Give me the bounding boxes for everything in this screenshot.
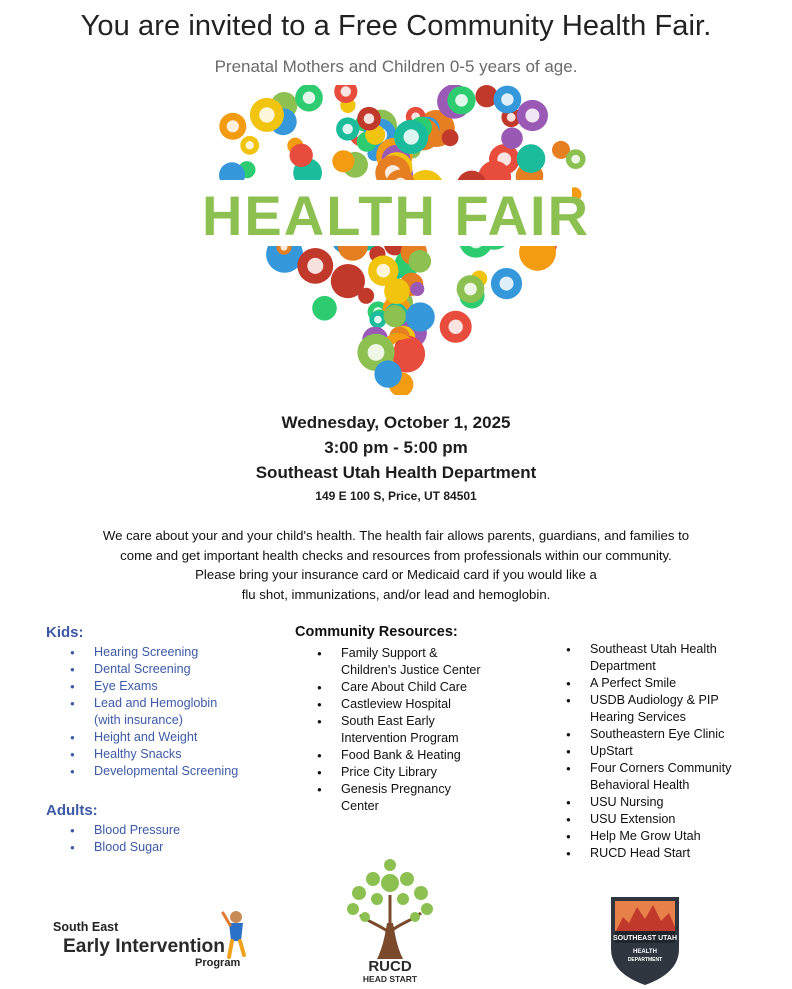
- list-item-line: Price City Library: [341, 765, 437, 779]
- bubble-icon: [464, 283, 477, 296]
- list-item: ● Hearing Screening: [70, 644, 270, 661]
- heart-bubble: [384, 305, 406, 327]
- bubble-icon: [246, 141, 254, 149]
- bubble-icon: [343, 124, 353, 134]
- list-item-line: Department: [590, 659, 656, 673]
- bubble-icon: [525, 109, 539, 123]
- bubble-icon: [307, 258, 323, 274]
- bubble-icon: [507, 113, 516, 122]
- list-item: [566, 675, 766, 692]
- adults-heading: Adults:: [46, 802, 98, 819]
- list-item: [70, 695, 270, 729]
- bubble-icon: [500, 277, 514, 291]
- list-item-line: Intervention Program: [341, 731, 459, 745]
- bubble-icon: [259, 107, 274, 122]
- list-item: [317, 679, 517, 696]
- list-item-line: Four Corners Community: [590, 761, 732, 775]
- bubble-icon: [455, 94, 468, 107]
- list-item-line: Castleview Hospital: [341, 697, 451, 711]
- list-item-line: Southeastern Eye Clinic: [590, 727, 725, 741]
- list-item-line: USU Nursing: [590, 795, 664, 809]
- rucd-logo-subtitle: HEAD START: [362, 974, 418, 984]
- intro-line: flu shot, immunizations, and/or lead and hemoglobin.: [241, 586, 551, 602]
- list-item-line: Family Support &: [341, 646, 438, 660]
- list-item: [566, 726, 766, 743]
- bubble-icon: [374, 316, 382, 324]
- list-item-line: USDB Audiology & PIP: [590, 693, 719, 707]
- list-item: [317, 645, 517, 679]
- bubble-icon: [404, 129, 419, 144]
- list-item-line: Genesis Pregnancy: [341, 782, 451, 796]
- list-item: [566, 692, 766, 726]
- list-item: [317, 713, 517, 747]
- list-item: [566, 760, 766, 794]
- intro-line: We care about your and your child's health. The health fair allows parents, guardians, and families to: [102, 528, 690, 543]
- list-item: [317, 747, 517, 764]
- list-item-line: Southeast Utah Health: [590, 642, 717, 656]
- community-resources-list-1: [317, 645, 517, 815]
- seuhd-logo-line1: SOUTHEAST UTAH: [612, 935, 678, 942]
- sei-logo-line1: South East: [53, 920, 119, 934]
- bubble-icon: [227, 120, 239, 132]
- heart-bubble: [442, 129, 459, 146]
- list-item: [317, 696, 517, 713]
- south-east-early-intervention-logo: [45, 905, 255, 975]
- seuhd-logo-line2: HEALTH: [633, 949, 657, 955]
- list-item-line: Food Bank & Heating: [341, 748, 461, 762]
- bubble-icon: [368, 344, 385, 361]
- list-item: ● Eye Exams: [70, 678, 270, 695]
- list-item: ● Height and Weight: [70, 729, 270, 746]
- list-item-line: Children's Justice Center: [341, 663, 481, 677]
- kids-list: [70, 644, 270, 780]
- list-item-line: Care About Child Care: [341, 680, 468, 694]
- bubble-icon: [303, 92, 315, 104]
- list-item: [566, 641, 766, 675]
- southeast-utah-health-department-logo: [605, 887, 685, 987]
- heart-bubble: [331, 264, 365, 298]
- health-fair-heart-graphic: [200, 85, 592, 395]
- list-item-line: Behavioral Health: [590, 778, 690, 792]
- list-item-line: UpStart: [590, 744, 633, 758]
- sei-logo-line2: Early Intervention: [63, 936, 225, 957]
- list-item-line: Help Me Grow Utah: [590, 829, 701, 843]
- rucd-head-start-logo: [335, 855, 445, 985]
- list-item-line: Hearing Services: [590, 710, 686, 724]
- list-item: ● Blood Sugar: [70, 839, 270, 856]
- community-resources-heading: Community Resources:: [295, 624, 458, 640]
- list-item-line: South East Early: [341, 714, 435, 728]
- bubble-icon: [364, 113, 375, 124]
- list-item: [566, 743, 766, 760]
- list-item: [566, 845, 766, 862]
- list-item-line: Lead and Hemoglobin: [94, 696, 218, 710]
- seuhd-logo-line3: DEPARTMENT: [627, 957, 663, 963]
- list-item: ● Dental Screening: [70, 661, 270, 678]
- kids-heading: Kids:: [46, 624, 84, 641]
- list-item: [566, 828, 766, 845]
- list-item: ● Blood Pressure: [70, 822, 270, 839]
- child-figure-icon: [223, 911, 244, 957]
- heart-bubble: [501, 127, 523, 149]
- bubble-icon: [449, 320, 463, 334]
- event-address: 149 E 100 S, Price, UT 84501: [315, 489, 477, 503]
- intro-line: Please bring your insurance card or Medicaid card if you would like a: [195, 567, 597, 582]
- banner-text: HEALTH FAIR: [201, 184, 591, 247]
- heart-bubble: [290, 144, 313, 167]
- list-item-line: USU Extension: [590, 812, 676, 826]
- bubble-icon: [377, 264, 391, 278]
- sei-logo-line3: Program: [195, 957, 241, 969]
- page-title: You are invited to a Free Community Health Fair.: [80, 10, 712, 42]
- heart-bubble: [409, 250, 432, 273]
- heart-bubble: [406, 302, 435, 331]
- heart-bubble: [312, 296, 337, 321]
- list-item: ● Developmental Screening: [70, 763, 270, 780]
- heart-bubble: [517, 144, 546, 173]
- event-time: 3:00 pm - 5:00 pm: [324, 438, 468, 457]
- heart-bubble: [374, 360, 401, 387]
- adults-list: [70, 822, 270, 856]
- event-date: Wednesday, October 1, 2025: [281, 413, 511, 432]
- list-item: [566, 794, 766, 811]
- list-item: ● Healthy Snacks: [70, 746, 270, 763]
- intro-paragraph: [60, 526, 732, 604]
- heart-bubble: [332, 150, 354, 172]
- event-details: [0, 410, 792, 506]
- list-item: [317, 764, 517, 781]
- list-item-line: A Perfect Smile: [590, 676, 677, 690]
- rucd-logo-title: RUCD: [368, 958, 412, 975]
- intro-line: come and get important health checks and resources from professionals within our community.: [120, 547, 672, 563]
- list-item-line: (with insurance): [94, 713, 183, 727]
- bubble-icon: [341, 86, 351, 96]
- list-item-line: RUCD Head Start: [590, 846, 691, 860]
- community-resources-list-2: [566, 641, 766, 862]
- bubble-icon: [501, 93, 513, 105]
- list-item-line: Center: [341, 799, 379, 813]
- list-item: [317, 781, 517, 815]
- bubble-icon: [571, 155, 580, 164]
- list-item: [566, 811, 766, 828]
- page-subtitle: Prenatal Mothers and Children 0-5 years of age.: [214, 57, 578, 76]
- heart-bubble: [410, 282, 424, 296]
- event-venue: Southeast Utah Health Department: [255, 463, 537, 482]
- tree-icon: [347, 859, 433, 959]
